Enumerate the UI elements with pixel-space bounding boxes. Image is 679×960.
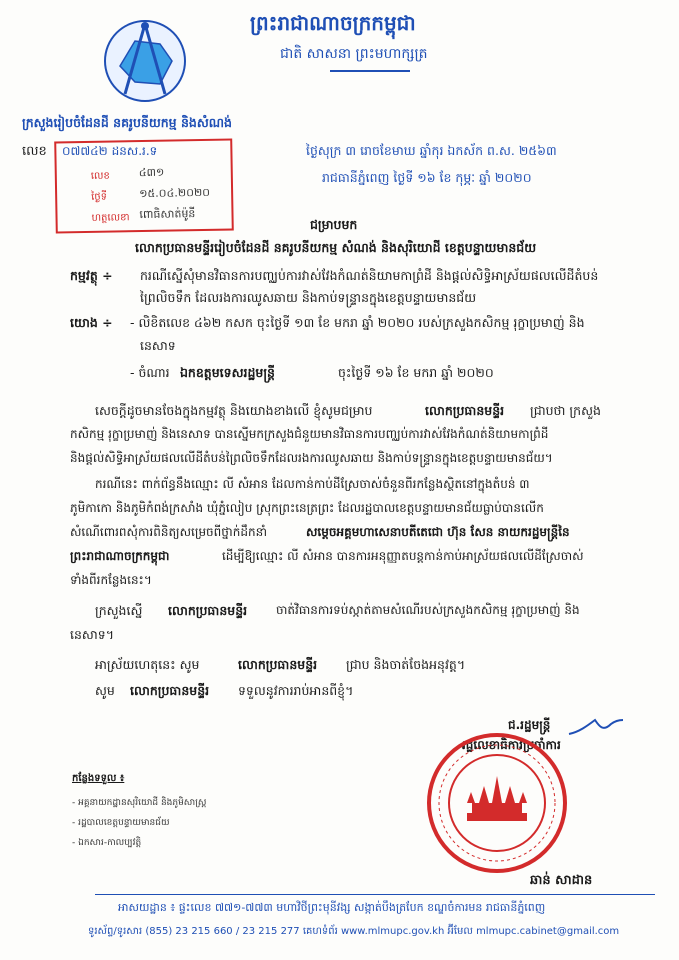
addressee: លោកប្រធានមន្ទីររៀបចំដែនដី នគរូបនីយកម្ម សំណង់ និងសុរិយោដី ខេត្តបន្ទាយមានជ័យ [135, 240, 537, 255]
stamp-number-label: លេខ [90, 170, 110, 182]
para-5c: ទទួលនូវការរាប់អានពីខ្ញុំ។ [238, 683, 354, 698]
reference-item-2-prefix: - ចំណារ [130, 365, 170, 380]
footer-contact [88, 924, 619, 939]
subject-label: កម្មវត្ថុ ÷ [70, 268, 113, 283]
reference-number: ០៧៧៤២ ដនស.រ.ទ [62, 144, 158, 158]
phone-number: (855) 23 215 660 / 23 215 277 [145, 926, 300, 937]
phone-label: ទូរស័ព្ទ/ទូរសារ [88, 926, 143, 937]
subject-line-1: ករណីស្នើសុំមានវិធានការបញ្ឈប់ការវាស់វែងកំណត់និយាមកាព្រំដី និងផ្តល់សិទ្ធិអាស្រ័យផលលើដីតំបន់ [140, 268, 599, 283]
para-2-line-1: ករណីនេះ ពាក់ព័ន្ធនឹងឈ្មោះ លី សំអាន ដែលកាន់កាប់ដីស្រែចាស់ចំនួនពីរកន្លែងស្ថិតនៅក្នុងតំបន់ ៣ [95, 477, 530, 491]
para-4a: អាស្រ័យហេតុនេះ សូម [95, 657, 200, 672]
cc-label: កន្លែងទទួល ៖ [72, 773, 125, 784]
email-link[interactable]: mlmupc.cabinet@gmail.com [476, 926, 620, 937]
received-stamp [54, 138, 234, 233]
stamp-signature-value: ពោធិសាត់ម៉ូនី [139, 207, 196, 222]
website-link[interactable]: www.mlmupc.gov.kh [340, 926, 445, 937]
para-2-line-4b: ដើម្បីឱ្យឈ្មោះ លី សំអាន បានការអនុញ្ញាតបន្តកាន់កាប់អាស្រ័យផលលើដីស្រែចាស់ [222, 549, 584, 563]
para-3-line-1c: ចាត់វិធានការទប់ស្កាត់តាមសំណើរបស់ក្រសួងកសិកម្ម រុក្ខាប្រមាញ់ និង [276, 603, 580, 617]
reference-item-2-date: ចុះថ្ងៃទី ១៦ ខែ មករា ឆ្នាំ ២០២០ [338, 365, 494, 380]
subject-line-2: ព្រៃលិចទឹក ដែលរងការឈូសឆាយ និងកាប់ទន្ទ្រានក្នុងខេត្តបន្ទាយមានជ័យ [140, 290, 477, 305]
para-3-line-2: នេសាទ។ [70, 627, 114, 642]
reference-item-1-cont: នេសាទ [140, 338, 176, 353]
stamp-date-label: ថ្ងៃទី [91, 191, 108, 203]
para-4c: ជ្រាប និងចាត់ចែងអនុវត្ត។ [346, 657, 466, 672]
para-1-line-1c: ជ្រាបថា ក្រសួង [530, 403, 601, 418]
reference-item-2-minister: ឯកឧត្តមទេសរដ្ឋមន្ត្រី [180, 365, 275, 380]
footer-divider [95, 894, 655, 895]
ministry-logo [100, 16, 190, 106]
motto-ornament [330, 70, 410, 72]
kingdom-heading: ព្រះរាជាណាចក្រកម្ពុជា [250, 11, 416, 35]
website-label: គេហទំព័រ [302, 926, 338, 937]
para-2-line-3b: សម្តេចអគ្គមហាសេនាបតីតេជោ ហ៊ុន សែន នាយករដ្ឋមន្ត្រីនៃ [306, 525, 570, 539]
stamp-number-value: ៤៣១ [138, 165, 165, 180]
cc-item-2: - រដ្ឋបាលខេត្តបន្ទាយមានជ័យ [72, 818, 170, 828]
handwritten-signature [565, 712, 625, 742]
reference-label: លេខ [22, 144, 47, 159]
lunar-date: ថ្ងៃសុក្រ ៣ រោចខែមាឃ ឆ្នាំកុរ ឯកស័ក ព.ស. ២៥៦៣ [306, 143, 557, 158]
para-2-line-5: ទាំងពីរកន្លែងនេះ។ [70, 573, 152, 587]
solar-date: រាជធានីភ្នំពេញ ថ្ងៃទី ១៦ ខែ កុម្ភៈ ឆ្នាំ ២០២០ [322, 170, 532, 185]
para-1-line-1b: លោកប្រធានមន្ទីរ [425, 403, 505, 418]
para-5a: សូម [95, 683, 115, 698]
footer-address: អាសយដ្ឋាន ៖ ផ្ទះលេខ ៧៧១-៧៧៣ មហាវិថីព្រះមុនីវង្ស សង្កាត់បឹងត្របែក ខណ្ឌចំការមន រាជធានីភ្នំពេញ [118, 901, 546, 914]
signatory-name: ឆាន់ សាដាន [530, 873, 593, 888]
stamp-signature-label: ហត្ថលេខា [91, 212, 130, 224]
para-3-line-1a: ក្រសួងស្នើ [95, 603, 143, 618]
para-2-line-3a: សំណើពោរពសុំការពិនិត្យសម្រេចពីថ្នាក់ដឹកនាំ [70, 525, 267, 539]
reference-item-1: - លិខិតលេខ ៤៦២ កសក ចុះថ្ងៃទី ១៣ ខែ មករា ឆ្នាំ ២០២០ របស់ក្រសួងកសិកម្ម រុក្ខាប្រមាញ់ និង [130, 315, 585, 330]
para-1-line-2: កសិកម្ម រុក្ខាប្រមាញ់ និងនេសាទ បានស្នើមកក្រសួងជំនួយមានវិធានការបញ្ឈប់ការវាស់វែងកំណត់និយាមកាព្រំដី [70, 427, 549, 441]
para-2-line-2: ភូមិកាកោ និងភូមិកំពង់ក្រសាំង ឃុំភ្នំលៀប ស្រុកព្រះនេត្រព្រះ ដែលរដ្ឋបាលខេត្តបន្ទាយមានជ័យធ្លាប់បានលើក [70, 501, 544, 515]
reference-heading: យោង ÷ [70, 315, 113, 330]
para-3-line-1b: លោកប្រធានមន្ទីរ [168, 603, 248, 618]
para-1-line-1a: សេចក្តីដូចមានចែងក្នុងកម្មវត្ថុ និងយោងខាងលើ ខ្ញុំសូមជម្រាប [95, 403, 373, 418]
ministry-name: ក្រសួងរៀបចំដែនដី នគរូបនីយកម្ម និងសំណង់ [22, 115, 232, 130]
official-seal [422, 728, 572, 878]
para-5b: លោកប្រធានមន្ទីរ [130, 683, 210, 698]
para-4b: លោកប្រធានមន្ទីរ [238, 657, 318, 672]
national-motto: ជាតិ សាសនា ព្រះមហាក្សត្រ [280, 46, 428, 62]
email-label: អ៊ីមែល [447, 926, 473, 937]
signature-title-1: ជ.រដ្ឋមន្ត្រី [508, 718, 551, 732]
cc-item-1: - អគ្គនាយកដ្ឋានសុរិយោដី និងភូមិសាស្ត្រ [72, 798, 207, 808]
stamp-date-value: ១៥.០៤.២០២០ [139, 185, 211, 201]
salutation: ជម្រាបមក [310, 217, 358, 232]
para-2-line-4a: ព្រះរាជាណាចក្រកម្ពុជា [70, 549, 170, 563]
signature-title-2: រដ្ឋលេខាធិការប្រចាំការ [462, 738, 561, 752]
cc-item-3: - ឯកសារ-កាលប្បវត្តិ [72, 838, 142, 848]
para-1-line-3: និងផ្តល់សិទ្ធិអាស្រ័យផលលើដីតំបន់ព្រៃលិចទឹកដែលរងការឈូសឆាយ និងកាប់ទន្ទ្រានក្នុងខេត្តបន្ទាយមានជ័យ។ [70, 451, 553, 465]
